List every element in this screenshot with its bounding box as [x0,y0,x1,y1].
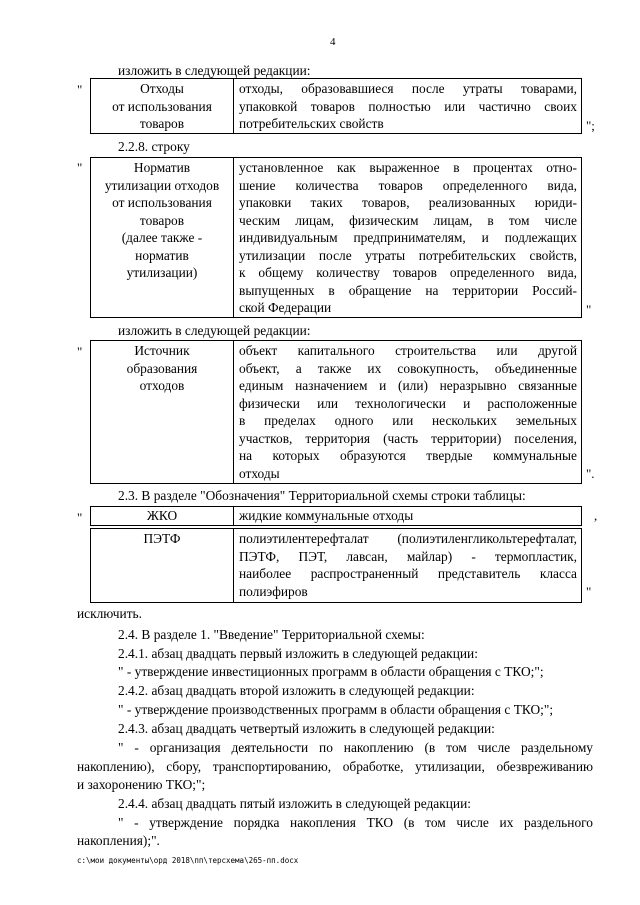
close-quote: ". [586,466,595,481]
open-quote: " [77,344,83,359]
table-normativ-definition: установленное как выраженное в процентах отно- шение количества товаров определенного вида, упаковки таких товаров, реализованных юриди- ческим лицам, физическим лицам, в том числе индивидуальным предпринимателям, и подлежащих утилизации после утраты потребительских свойств, к общему количеству товаров определенного вида, выпущенных в обращение на территории Россий- ской Федерации [239,160,577,315]
paragraph-2-4-3-text: накоплению), сбору, транспортированию, обработке, утилизации, обезвреживанию [77,759,593,774]
paragraph-2-4-3-text: " - организация деятельности по накоплению (в том числе раздельному [118,740,593,755]
open-quote: " [77,510,83,525]
table-normativ-term: Норматив утилизации отходов от использования товаров (далее также - норматив утилизации) [104,160,220,280]
table-zhko-term: ЖКО [146,508,178,523]
page-number: 4 [330,36,336,48]
footer-file-path: c:\мои документы\орд 2018\пп\терсхема\265-пп.docx [77,856,299,865]
paragraph-2-4: 2.4. В разделе 1. "Введение" Территориальной схемы: [118,627,425,642]
paragraph-intro-1: изложить в следующей редакции: [118,63,311,78]
paragraph-2-4-1: 2.4.1. абзац двадцать первый изложить в следующей редакции: [118,646,478,661]
paragraph-exclude: исключить. [77,606,142,621]
open-quote: " [77,160,83,175]
paragraph-intro-2: изложить в следующей редакции: [118,323,311,338]
paragraph-2-4-2-text: " - утверждение производственных программ в области обращения с ТКО;"; [118,702,554,717]
table-otkhody-term: Отходы от использования товаров [112,81,212,131]
table-istochnik-term: Источник образования отходов [126,343,198,393]
table-divider [233,78,234,134]
paragraph-2-4-4-text: " - утверждение порядка накопления ТКО (в том числе их раздельного [118,815,593,830]
table-divider [233,340,234,484]
paragraph-2-4-3-text: и захоронению ТКО;"; [77,777,206,792]
close-quote: " [586,584,592,599]
table-divider [233,506,234,526]
open-quote: " [77,82,83,97]
close-quote: "; [586,118,595,133]
table-otkhody-definition: отходы, образовавшиеся после утраты товарами, упаковкой товаров полностью или частично своих потребительских свойств [239,81,577,131]
paragraph-2-4-2: 2.4.2. абзац двадцать второй изложить в следующей редакции: [118,683,475,698]
paragraph-2-4-3: 2.4.3. абзац двадцать четвертый изложить в следующей редакции: [118,721,495,736]
table-petf-term: ПЭТФ [143,531,181,546]
table-istochnik-definition: объект капитального строительства или другой объект, а также их совокупность, объединенные единым назначением и (или) неразрывно связанные физически или технологически и расположенные в пределах одного или нескольких земельных участков, территория (часть территории) поселения, на которых образуются твердые коммунальные отходы [239,343,577,481]
close-quote: " [586,302,592,317]
table-zhko-definition: жидкие коммунальные отходы [239,508,414,523]
paragraph-2-2-8: 2.2.8. строку [118,139,190,154]
paragraph-2-4-1-text: " - утверждение инвестиционных программ в области обращения с ТКО;"; [118,664,544,679]
paragraph-2-4-4-text: накопления);". [77,833,160,848]
comma: , [594,508,598,523]
paragraph-2-4-4: 2.4.4. абзац двадцать пятый изложить в следующей редакции: [118,796,471,811]
table-divider [233,157,234,318]
paragraph-2-3: 2.3. В разделе "Обозначения" Территориальной схемы строки таблицы: [118,488,526,503]
table-divider [233,528,234,603]
table-petf-definition: полиэтилентерефталат (полиэтиленгликольтерефталат, ПЭТФ, ПЭТ, лавсан, майлар) - термопластик, наиболее распространенный представитель класса полиэфиров [239,531,577,599]
